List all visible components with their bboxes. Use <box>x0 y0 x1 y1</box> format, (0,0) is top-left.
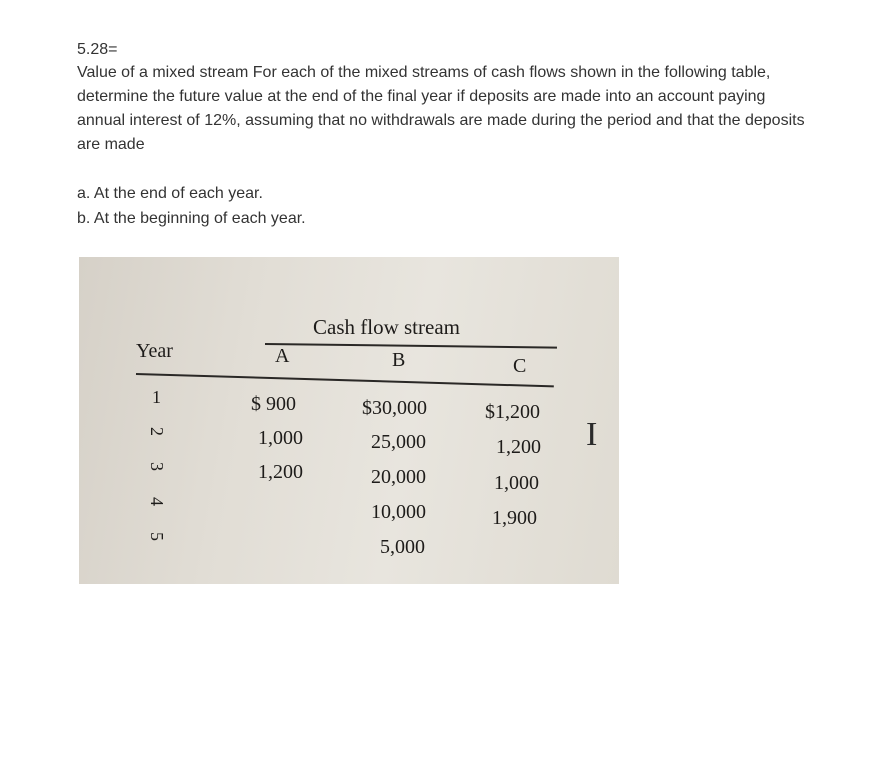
cash-flow-b-cell: 25,000 <box>371 431 426 453</box>
cash-flow-c-cell: 1,200 <box>496 436 541 458</box>
problem-parts <box>77 181 306 231</box>
part-a: a. At the end of each year. <box>77 185 263 202</box>
cash-flow-a-cell: $ 900 <box>251 393 296 415</box>
cash-flow-b-cell: 10,000 <box>371 501 426 523</box>
cash-flow-b-cell: $30,000 <box>362 397 427 419</box>
cash-flow-table-photo <box>79 257 619 584</box>
cash-flow-b-cell: 5,000 <box>380 536 425 558</box>
cash-flow-a-cell: 1,000 <box>258 427 303 449</box>
year-cell: 4 <box>147 497 167 506</box>
year-header: Year <box>136 340 173 362</box>
part-b: b. At the beginning of each year. <box>77 210 306 227</box>
table-title: Cash flow stream <box>313 315 460 339</box>
year-cell: 1 <box>152 387 161 407</box>
cash-flow-b-cell: 20,000 <box>371 466 426 488</box>
year-cell: 3 <box>147 462 167 471</box>
year-cell: 5 <box>147 532 167 541</box>
cash-flow-c-cell: $1,200 <box>485 401 540 423</box>
problem-number: 5.28= <box>77 41 118 58</box>
header-rule <box>136 373 554 387</box>
cash-flow-c-cell: 1,900 <box>492 507 537 529</box>
column-header-c: C <box>513 355 527 377</box>
text-cursor-icon: I <box>586 416 598 453</box>
title-rule <box>265 343 557 349</box>
year-cell: 2 <box>147 427 167 436</box>
cash-flow-a-cell: 1,200 <box>258 461 303 483</box>
problem-statement: Value of a mixed stream For each of the mixed streams of cash flows shown in the following table, determine the future value at the end of the final year if deposits are made into an account paying annual interest of 12%, assuming that no withdrawals are made during the period and that the deposits are made <box>77 64 805 153</box>
column-header-a: A <box>275 345 290 367</box>
cash-flow-c-cell: 1,000 <box>494 472 539 494</box>
column-header-b: B <box>392 349 406 371</box>
